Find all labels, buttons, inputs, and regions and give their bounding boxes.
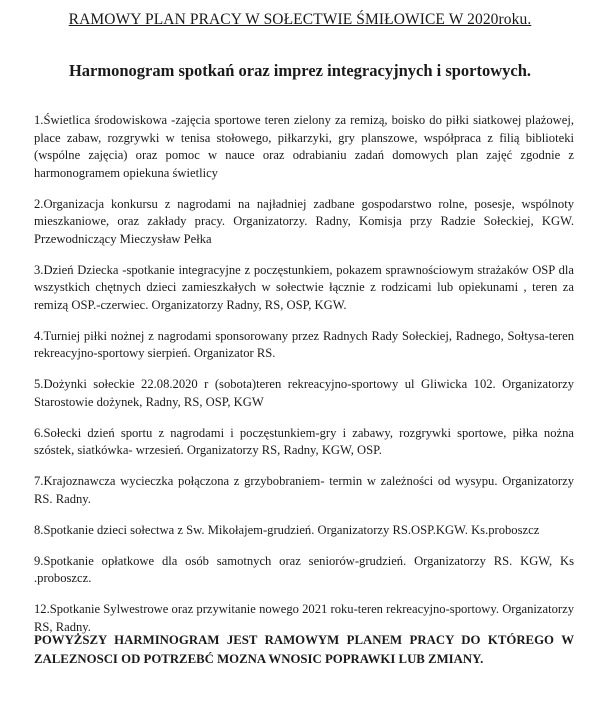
plan-item-8: 8.Spotkanie dzieci sołectwa z Sw. Mikołajem-grudzień. Organizatorzy RS.OSP.KGW. Ks.proboszcz: [34, 522, 540, 537]
plan-item-9: 9.Spotkanie opłatkowe dla osób samotnych oraz seniorów-grudzień. Organizatorzy RS. KGW, Ks .proboszcz.: [34, 553, 574, 585]
plan-item-5: 5.Dożynki sołeckie 22.08.2020 r (sobota)teren rekreacyjno-sportowy ul Gliwicka 102. Organizatorzy Starostowie dożynek, Radny, RS, OSP, KGW: [34, 377, 574, 409]
plan-item-2: 2.Organizacja konkursu z nagrodami na najładniej zadbane gospodarstwo rolne, posesje, wspólnoty mieszkaniowe, oraz zakłady pracy. Organizatorzy. Radny, Komisja przy Radzie Sołeckiej, KGW. Przewodniczący Mieczysław Pełka: [34, 196, 574, 246]
document-heading: RAMOWY PLAN PRACY W SOŁECTWIE ŚMIŁOWICE W 2020roku.: [68, 11, 532, 28]
plan-item-4: 4.Turniej piłki nożnej z nagrodami sponsorowany przez Radnych Rady Sołeckiej, Radnego, Sołtysa-teren rekreacyjno-sportowy sierpień. Organizator RS.: [34, 328, 574, 360]
document-footer-note: POWYŻSZY HARMINOGRAM JEST RAMOWYM PLANEM PRACY DO KTÓREGO W ZALEZNOSCI OD POTRZEBĆ MOZNA WNOSIC POPRAWKI LUB ZMIANY.: [34, 633, 574, 666]
plan-item-12: 12.Spotkanie Sylwestrowe oraz przywitanie nowego 2021 roku-teren rekreacyjno-sportowy. Organizatorzy RS, Radny.: [34, 602, 574, 634]
plan-item-7: 7.Krajoznawcza wycieczka połączona z grzybobraniem- termin w zależności od wysypu. Organizatorzy RS. Radny.: [34, 474, 574, 506]
plan-item-3: 3.Dzień Dziecka -spotkanie integracyjne z poczęstunkiem, pokazem sprawnościowym strażaków OSP dla wszystkich chętnych dzieci zamieszkałych w sołectwie łącznie z rodzicami lub opiekunami , teren za remizą OSP.-czerwiec. Organizatorzy Radny, RS, OSP, KGW.: [34, 262, 574, 312]
plan-items-list: [34, 112, 574, 650]
document-subheading: Harmonogram spotkań oraz imprez integracyjnych i sportowych.: [68, 61, 532, 80]
plan-item-1: 1.Świetlica środowiskowa -zajęcia sportowe teren zielony za remizą, boisko do piłki siatkowej plażowej, place zabaw, rozgrywki w tenisa stołowego, piłkarzyki, gry planszowe, współpraca z filią biblioteki (wspólne zajęcia) oraz pomoc w nauce oraz odrabianiu zadań domowych plan zajęć zgodnie z harmonogramem opiekuna świetlicy: [34, 113, 574, 180]
plan-item-6: 6.Sołecki dzień sportu z nagrodami i poczęstunkiem-gry i zabawy, rozgrywki sportowe, piłka nożna szóstek, siatkówka- wrzesień. Organizatorzy RS, Radny, KGW, OSP.: [34, 425, 574, 457]
